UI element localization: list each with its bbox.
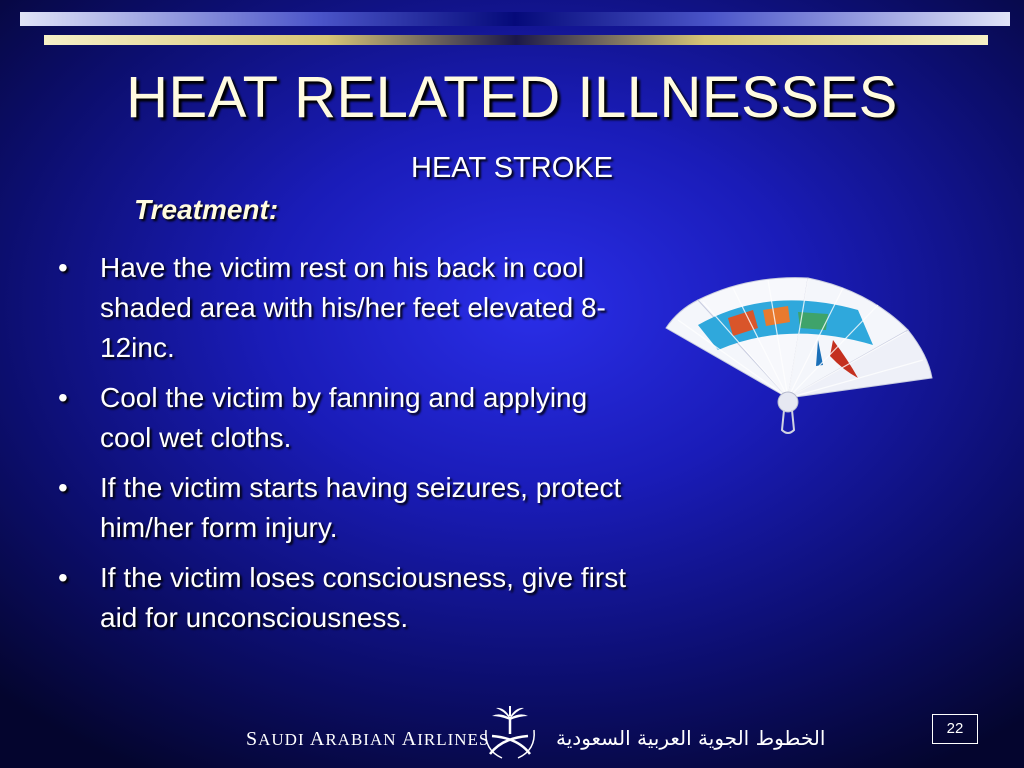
bullet-marker: • (58, 252, 68, 283)
bullet-text: If the victim loses consciousness, give first aid for unconsciousness. (100, 562, 626, 633)
bullet-text: If the victim starts having seizures, protect him/her form injury. (100, 472, 622, 543)
page-number: 22 (932, 714, 978, 744)
airline-name-english: SAUDI ARABIAN AIRLINES (246, 728, 490, 750)
bullet-list (58, 248, 638, 648)
bullet-marker: • (58, 382, 68, 413)
bullet-text: Cool the victim by fanning and applying cool wet cloths. (100, 382, 588, 453)
list-item (58, 248, 638, 368)
airline-logo-icon (482, 704, 538, 762)
list-item (58, 378, 638, 458)
slide-title: HEAT RELATED ILLNESSES (126, 65, 898, 130)
bullet-text: Have the victim rest on his back in cool shaded area with his/her feet elevated 8-12inc. (100, 252, 606, 363)
list-item (58, 468, 638, 548)
list-item (58, 558, 638, 638)
bullet-marker: • (58, 562, 68, 593)
bullet-marker: • (58, 472, 68, 503)
footer (0, 700, 1024, 768)
slide-subtitle: HEAT STROKE (411, 152, 613, 184)
airline-name-arabic: الخطوط الجوية العربية السعودية (556, 726, 826, 750)
hand-fan-image (658, 270, 938, 440)
section-label: Treatment: (134, 194, 279, 225)
top-decorative-bar (20, 12, 1010, 26)
top-accent-bar (44, 35, 988, 45)
